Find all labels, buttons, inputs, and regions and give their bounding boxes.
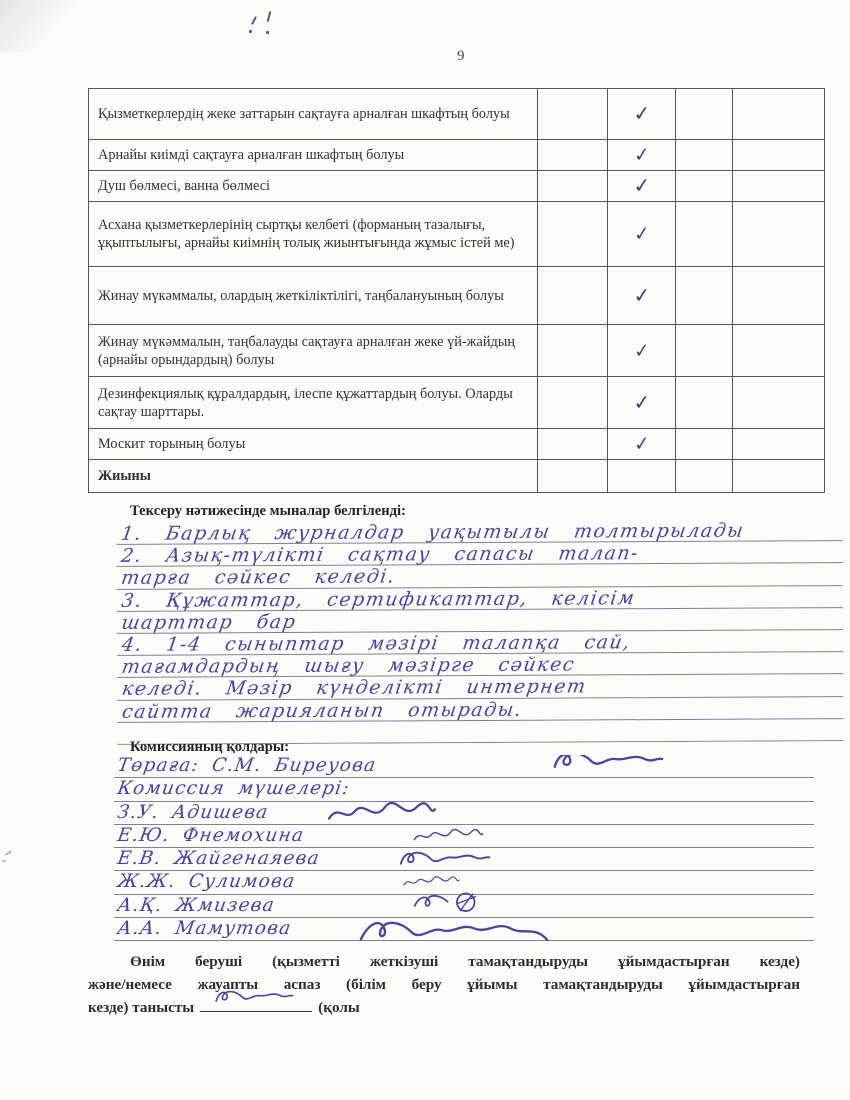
value-cell [676,89,733,140]
signature-row [114,848,814,871]
footer-line-2: және/немесе жауапты аспаз (білім беру ұйымы тамақтандыруды ұйымдастырған [88,976,800,993]
check-cell [608,171,676,202]
table-row [89,325,825,377]
signature-mark [212,981,294,1013]
value-cell [733,140,825,171]
value-cell [676,202,733,267]
signature-row [114,755,814,778]
scan-edge-artifact [2,860,6,862]
table-row [89,140,825,171]
value-cell [538,377,608,429]
check-cell [608,325,676,377]
table-total-row [89,460,825,493]
check-cell [608,460,676,493]
check-cell [608,202,676,267]
table-row [89,171,825,202]
value-cell [676,460,733,493]
value-cell [538,89,608,140]
value-cell [733,267,825,325]
row-label: Арнайы киімді сақтауға арналған шкафтың болуы [89,140,538,171]
signature-blank [200,997,312,1012]
value-cell [733,460,825,493]
checkmark: ✓ [632,283,651,309]
value-cell [676,325,733,377]
row-label: Қызметкерлердің жеке заттарын сақтауға арналған шкафтың болуы [89,89,538,140]
signatory-name: А.Қ. Жмизева [116,894,277,916]
check-cell [608,429,676,460]
signature-row [114,802,814,825]
supplier-acknowledgement-paragraph [88,950,800,1019]
checkmark: ✓ [632,101,651,127]
table-row [89,202,825,267]
value-cell [676,377,733,429]
table-row [89,267,825,325]
signature-mark [412,823,484,849]
handwriting-text: тағамдардың шығу мәзірге сәйкес [120,653,577,679]
scan-edge-artifact [5,850,12,855]
signatory-name: А.А. Мамутова [116,918,294,940]
value-cell [538,460,608,493]
checkmark: ✓ [632,338,651,363]
signature-row [114,918,814,941]
ink-mark [251,16,257,25]
footer-line-3-after-blank: (қолы [318,999,360,1016]
inspection-checklist-table [88,88,825,493]
handwriting-text: 3. Құжаттар, сертификаттар, келісім [119,586,637,612]
page-number: 9 [457,48,465,64]
signature-mark [410,889,498,917]
value-cell [676,140,733,171]
value-cell [538,325,608,377]
signature-mark [549,755,664,775]
commission-signatures [114,755,814,941]
signatory-name: Комиссия мүшелері: [116,778,352,800]
handwriting-text: 2. Азық-түлікті сақтау сапасы талап- [119,542,641,568]
check-cell [608,140,676,171]
ink-mark [266,31,269,34]
ink-mark [249,30,252,33]
handwriting-text: сайтта жарияланып отырады. [120,698,525,723]
handwritten-findings [116,519,843,745]
signatory-name: Ж.Ж. Сулимова [116,871,297,893]
handwriting-text: 4. 1-4 сыныптар мәзірі талапқа сай, [120,631,633,656]
signature-row [114,825,814,848]
ink-mark [267,11,272,22]
check-cell [608,89,676,140]
table-row [89,89,825,140]
value-cell [538,267,608,325]
signatory-name: Төраға: С.М. Биреуова [116,755,379,776]
total-row-label: Жиыны [89,460,538,493]
check-cell [608,377,676,429]
handwriting-text: 1. Барлық журналдар уақытылы толтырылады [119,519,746,545]
signatory-name: З.У. Адишева [116,801,271,823]
handwriting-text: шарттар бар [120,610,299,634]
value-cell [538,202,608,267]
value-cell [538,429,608,460]
findings-heading: Тексеру нәтижесінде мыналар белгіленді: [130,503,406,519]
handwriting-text: келеді. Мәзір күнделікті интернет [120,675,589,701]
checkmark: ✓ [632,390,651,416]
handwriting-text: тарға сәйкес келеді. [119,565,398,590]
value-cell [733,89,825,140]
row-label: Жинау мүкәммалы, олардың жеткіліктілігі, таңбалануының болуы [89,267,538,325]
signature-mark [396,846,491,872]
signature-row [114,778,814,801]
row-label: Асхана қызметкерлерінің сыртқы келбеті (форманың тазалығы, ұқыптылығы, арнайы киімнің толық жиынтығында жұмыс істей ме) [89,202,538,267]
signature-mark [322,800,440,826]
checkmark: ✓ [632,142,651,168]
signatory-name: Е.Ю. Фнемохина [116,824,306,846]
value-cell [733,429,825,460]
value-cell [733,377,825,429]
row-label: Дезинфекциялық құралдардың, ілеспе құжаттардың болуы. Оларды сақтау шарттары. [89,377,538,429]
row-label: Жинау мүкәммалын, таңбалауды сақтауға арналған жеке үй-жайдың (арнайы орындардың) болуы [89,325,538,377]
row-label: Душ бөлмесі, ванна бөлмесі [89,171,538,202]
check-cell [608,267,676,325]
commission-heading: Комиссияның қолдары: [130,739,290,755]
value-cell [733,202,825,267]
value-cell [538,140,608,171]
value-cell [733,171,825,202]
signatory-name: Е.В. Жайгенаяева [116,848,322,870]
scan-streak-artifact [0,0,78,52]
row-label: Москит торының болуы [89,429,538,460]
value-cell [676,171,733,202]
table-row [89,377,825,429]
value-cell [538,171,608,202]
checkmark: ✓ [632,173,651,199]
footer-line-3-before-blank: кезде) танысты [88,999,195,1016]
value-cell [676,267,733,325]
footer-line-1: Өнім беруші (қызметті жеткізуші тамақтандыруды ұйымдастырған кезде) [130,953,800,970]
value-cell [676,429,733,460]
checkmark: ✓ [632,222,651,247]
checkmark: ✓ [632,432,651,457]
footer-line-3 [88,996,800,1019]
value-cell [733,325,825,377]
table-row [89,429,825,460]
signature-mark [352,914,557,941]
